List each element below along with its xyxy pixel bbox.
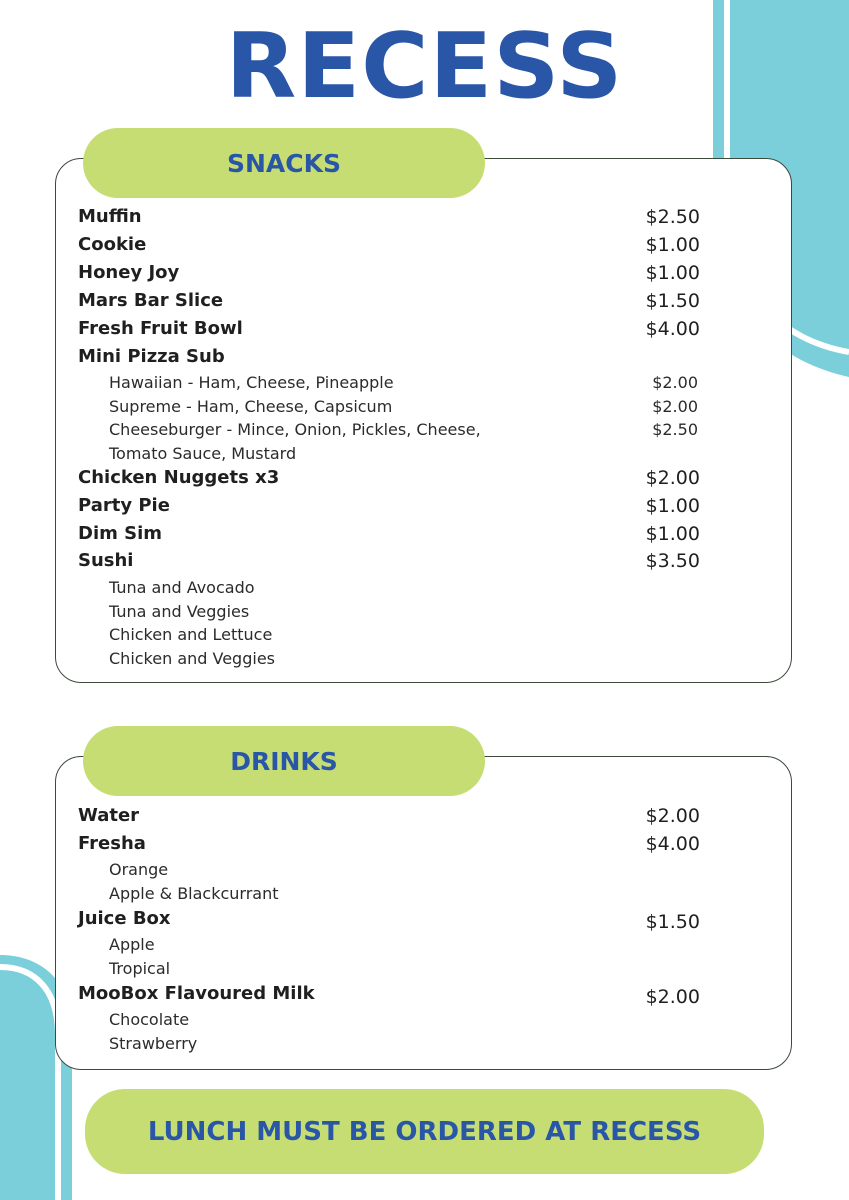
option-name: Apple & Blackcurrant — [109, 884, 279, 903]
option-name: Tropical — [109, 959, 171, 978]
page-title: RECESS — [225, 14, 624, 119]
item-price: $4.00 — [645, 318, 700, 340]
option-name: Strawberry — [109, 1034, 198, 1053]
option-price: $2.00 — [652, 373, 698, 392]
item-name: Dim Sim — [78, 523, 163, 544]
item-name: Mars Bar Slice — [78, 290, 224, 311]
item-name: Fresh Fruit Bowl — [78, 318, 243, 339]
item-price: $1.00 — [645, 523, 700, 545]
item-price: $3.50 — [645, 550, 700, 572]
footer-banner — [85, 1089, 764, 1174]
footer-banner-text: LUNCH MUST BE ORDERED AT RECESS — [147, 1116, 702, 1147]
option-name: Tomato Sauce, Mustard — [109, 444, 297, 463]
item-price: $1.00 — [645, 495, 700, 517]
item-price: $2.00 — [645, 986, 700, 1008]
item-name: Fresha — [78, 833, 146, 854]
snacks-heading-label: SNACKS — [226, 148, 341, 178]
item-price: $1.00 — [645, 234, 700, 256]
option-name: Orange — [109, 860, 169, 879]
item-name: Cookie — [78, 234, 147, 255]
item-price: $2.00 — [645, 805, 700, 827]
option-name: Hawaiian - Ham, Cheese, Pineapple — [109, 373, 394, 392]
option-price: $2.50 — [652, 420, 698, 439]
option-price: $2.00 — [652, 397, 698, 416]
drinks-heading-label: DRINKS — [230, 746, 338, 776]
option-name: Chocolate — [109, 1010, 190, 1029]
item-name: Muffin — [78, 206, 142, 227]
item-name: Juice Box — [78, 908, 171, 929]
option-name: Chicken and Veggies — [109, 649, 275, 668]
item-name: MooBox Flavoured Milk — [78, 983, 315, 1004]
drinks-heading — [83, 726, 485, 796]
item-name: Mini Pizza Sub — [78, 346, 225, 367]
item-price: $2.50 — [645, 206, 700, 228]
item-name: Chicken Nuggets x3 — [78, 467, 280, 488]
option-name: Apple — [109, 935, 155, 954]
option-name: Cheeseburger - Mince, Onion, Pickles, Cheese, — [109, 420, 481, 439]
option-name: Tuna and Veggies — [109, 602, 250, 621]
item-name: Honey Joy — [78, 262, 180, 283]
item-price: $1.50 — [645, 290, 700, 312]
option-name: Supreme - Ham, Cheese, Capsicum — [109, 397, 393, 416]
item-price: $1.00 — [645, 262, 700, 284]
option-name: Chicken and Lettuce — [109, 625, 273, 644]
item-name: Party Pie — [78, 495, 170, 516]
item-price: $2.00 — [645, 467, 700, 489]
item-name: Sushi — [78, 550, 134, 571]
item-price: $4.00 — [645, 833, 700, 855]
snacks-heading — [83, 128, 485, 198]
option-name: Tuna and Avocado — [109, 578, 255, 597]
item-price: $1.50 — [645, 911, 700, 933]
item-name: Water — [78, 805, 140, 826]
